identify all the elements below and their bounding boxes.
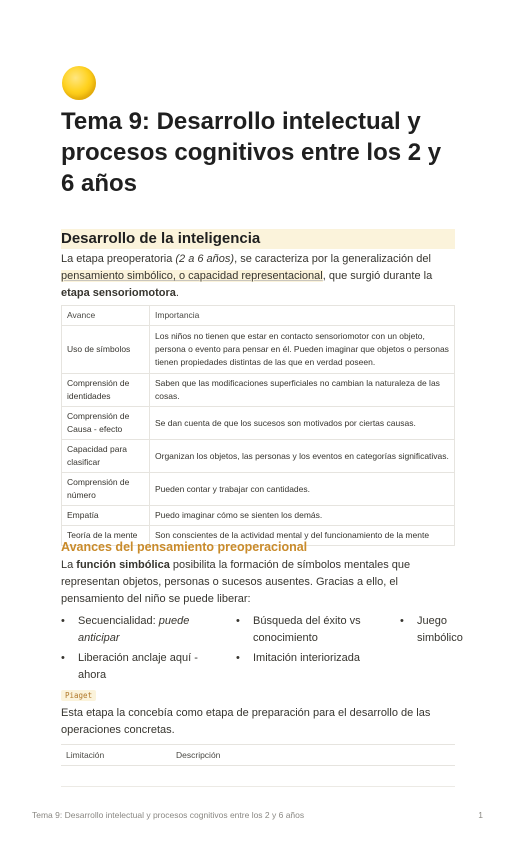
table-row <box>62 407 455 440</box>
bullet-dot: • <box>400 615 404 627</box>
table-row <box>62 440 455 473</box>
intro-age-range: (2 a 6 años) <box>175 253 235 265</box>
page-icon <box>62 66 96 100</box>
table-cell: Son conscientes de la actividad mental y del funcionamiento de la mente <box>150 526 455 546</box>
table-row <box>62 473 455 506</box>
footer-title: Tema 9: Desarrollo intelectual y procesos cognitivos entre los 2 y 6 años <box>32 810 305 820</box>
table-header-row <box>62 306 455 326</box>
symbolic-text-c: posibilita la formación de símbolos mentales que representan objetos, personas o sucesos ausentes. Gracias a ello, el pensamiento del niño se puede liberar: <box>61 559 411 605</box>
table-cell: Empatía <box>62 506 150 526</box>
table-cell: Organizan los objetos, las personas y los eventos en categorías significativas. <box>150 440 455 473</box>
list-item-text <box>78 613 198 647</box>
table-cell: Se dan cuenta de que los sucesos son motivados por ciertas causas. <box>150 407 455 440</box>
list-item-label: Secuencialidad: <box>78 615 159 627</box>
section-heading-avances: Avances del pensamiento preoperacional <box>61 540 308 554</box>
symbolic-term: función simbólica <box>76 559 170 571</box>
list-item-text: Juego simbólico <box>417 615 463 644</box>
intro-stage-name: etapa sensoriomotora <box>61 287 176 299</box>
table-cell: Los niños no tienen que estar en contacto sensoriomotor con un objeto, persona o evento para pensar en él. Pueden imaginar que objetos o personas tienen propiedades distintas de las que en verdad poseen. <box>150 326 455 374</box>
list-item-text: Liberación anclaje aquí - ahora <box>78 652 198 681</box>
symbolic-text-a: La <box>61 559 77 571</box>
intro-highlight: pensamiento simbólico, o capacidad representacional <box>61 270 323 282</box>
table-cell: Pueden contar y trabajar con cantidades. <box>150 473 455 506</box>
divider <box>61 786 455 787</box>
table-header-cell: Importancia <box>150 306 455 326</box>
intro-text-g: . <box>175 287 179 299</box>
intro-text-a: La etapa preoperatoria <box>61 253 176 265</box>
page-number: 1 <box>478 810 483 820</box>
intro-text-e: , que surgió durante la <box>322 270 433 282</box>
advances-table <box>61 305 455 546</box>
table-cell: Teoría de la mente <box>62 526 150 546</box>
table-header-cell: Limitación <box>61 745 171 766</box>
list-item-emphasis: puede anticipar <box>78 615 190 644</box>
table-cell: Capacidad para clasificar <box>62 440 150 473</box>
table-cell: Comprensión de número <box>62 473 150 506</box>
section-heading-desarrollo: Desarrollo de la inteligencia <box>61 229 455 249</box>
list-item <box>400 613 463 647</box>
list-item-text: Búsqueda del éxito vs conocimiento <box>253 615 361 644</box>
table-cell: Comprensión de identidades <box>62 374 150 407</box>
bullet-dot: • <box>236 652 240 664</box>
table-header-cell: Descripción <box>171 745 455 766</box>
table-header-row <box>61 745 455 766</box>
intro-paragraph <box>61 251 459 302</box>
bullet-dot: • <box>236 615 240 627</box>
symbolic-paragraph <box>61 557 459 608</box>
list-item-text: Imitación interiorizada <box>253 652 360 664</box>
intro-text-c: , se caracteriza por la generalización del <box>234 253 431 265</box>
table-cell: Comprensión de Causa - efecto <box>62 407 150 440</box>
bullet-dot: • <box>61 652 65 664</box>
page-title: Tema 9: Desarrollo intelectual y procesos cognitivos entre los 2 y 6 años <box>61 108 442 197</box>
piaget-paragraph: Esta etapa la concebía como etapa de preparación para el desarrollo de las operaciones concretas. <box>61 707 431 736</box>
table-cell: Uso de símbolos <box>62 326 150 374</box>
table-cell: Saben que las modificaciones superficiales no cambian la naturaleza de las cosas. <box>150 374 455 407</box>
table-header-cell: Avance <box>62 306 150 326</box>
table-cell: Puedo imaginar cómo se sienten los demás. <box>150 506 455 526</box>
limitations-table <box>61 744 455 766</box>
table-row <box>62 374 455 407</box>
code-tag: Piaget <box>61 690 96 701</box>
table-row <box>62 326 455 374</box>
bullet-dot: • <box>61 615 65 627</box>
table-row <box>62 506 455 526</box>
